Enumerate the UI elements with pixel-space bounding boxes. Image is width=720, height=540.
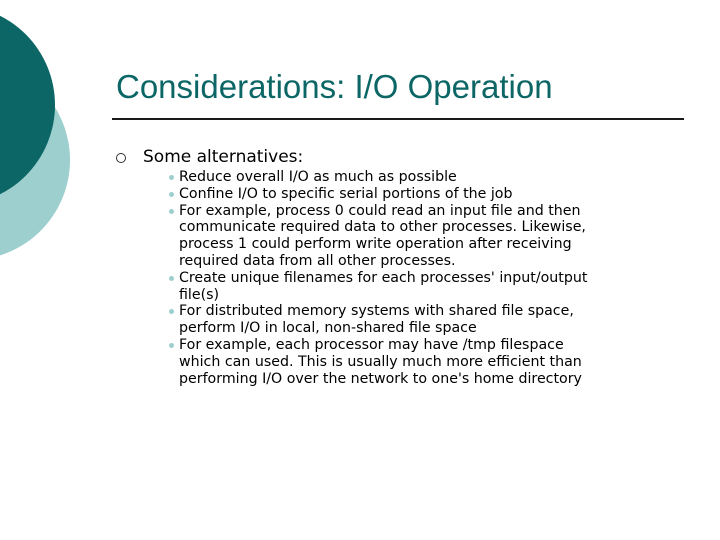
decorative-circles bbox=[0, 0, 90, 290]
dot-bullet-icon bbox=[169, 175, 174, 180]
dot-bullet-icon bbox=[169, 192, 174, 197]
main-bullet-text: Some alternatives: bbox=[143, 147, 304, 167]
dot-bullet-icon bbox=[169, 309, 174, 314]
list-item bbox=[170, 186, 682, 203]
bullet-line: file(s) bbox=[179, 286, 220, 303]
ring-bullet-icon bbox=[116, 153, 126, 163]
dot-bullet-icon bbox=[169, 343, 174, 348]
list-item bbox=[170, 337, 682, 387]
bullet-line: For distributed memory systems with shared file space, bbox=[179, 303, 574, 320]
slide-title: Considerations: I/O Operation bbox=[116, 68, 553, 105]
bullet-line: process 1 could perform write operation after receiving bbox=[179, 236, 572, 253]
list-item bbox=[170, 303, 682, 337]
list-item bbox=[170, 203, 682, 270]
bullet-line: which can used. This is usually much more efficient than bbox=[179, 353, 582, 370]
bullet-line: Create unique filenames for each processes' input/output bbox=[179, 269, 588, 286]
bullet-line: Confine I/O to specific serial portions of the job bbox=[179, 185, 513, 202]
title-divider bbox=[112, 118, 684, 120]
bullet-line: perform I/O in local, non-shared file space bbox=[179, 320, 477, 337]
bullet-line: Reduce overall I/O as much as possible bbox=[179, 169, 457, 185]
bullet-line: For example, each processor may have /tmp filespace bbox=[179, 336, 564, 353]
sub-bullet-list bbox=[170, 169, 682, 387]
list-item bbox=[170, 270, 682, 304]
bullet-line: performing I/O over the network to one's home directory bbox=[179, 370, 582, 387]
list-item bbox=[170, 169, 682, 186]
bullet-line: required data from all other processes. bbox=[179, 252, 456, 269]
main-bullet bbox=[116, 146, 303, 168]
dot-bullet-icon bbox=[169, 209, 174, 214]
dot-bullet-icon bbox=[169, 276, 174, 281]
bullet-line: For example, process 0 could read an input file and then bbox=[179, 202, 581, 219]
bullet-line: communicate required data to other processes. Likewise, bbox=[179, 219, 586, 236]
